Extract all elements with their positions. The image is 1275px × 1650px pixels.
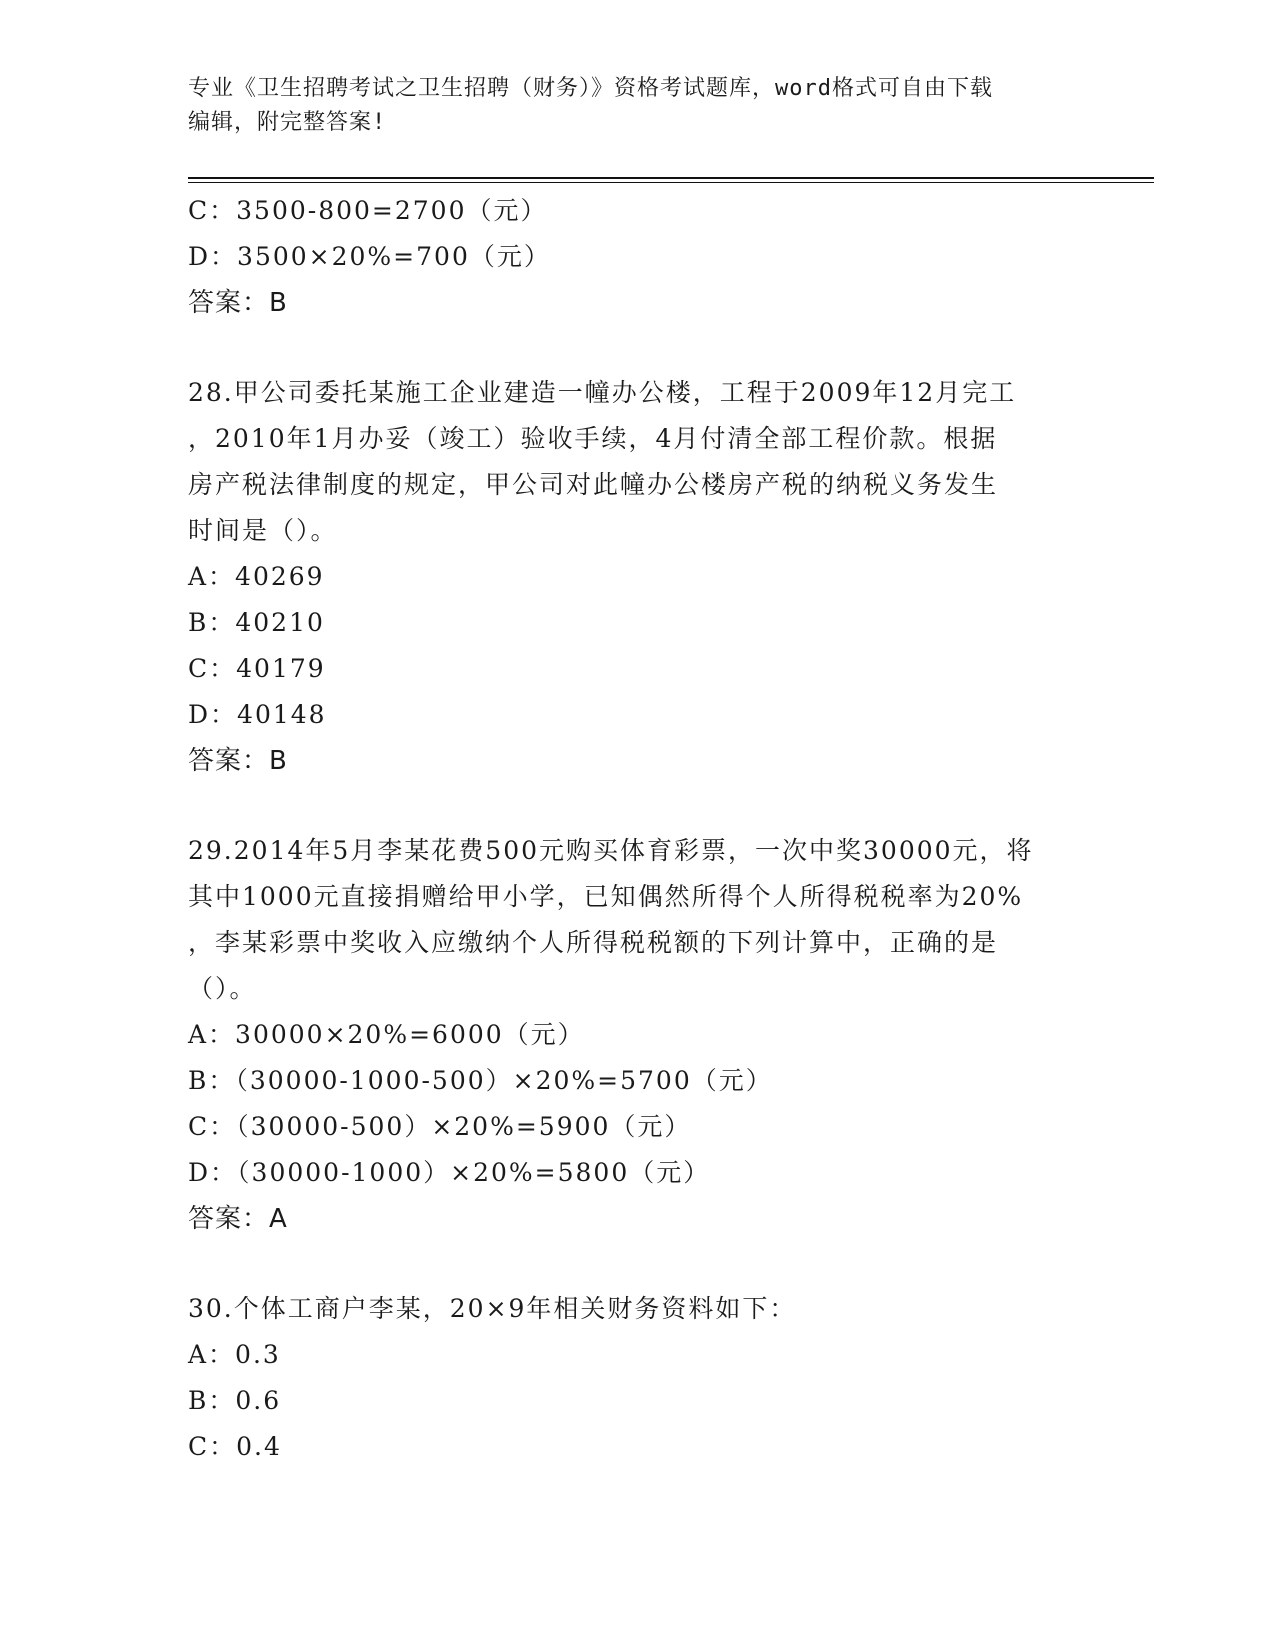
answer: 答案：B: [188, 746, 288, 776]
option-b: B：40210: [188, 608, 325, 637]
option-d: D：3500×20%=700（元）: [188, 242, 551, 271]
option-d: D：40148: [188, 700, 327, 729]
question-stem: ，2010年1月办妥（竣工）验收手续，4月付清全部工程价款。根据: [188, 424, 998, 453]
option-a: A：40269: [188, 562, 325, 591]
document-body: [188, 188, 1088, 1470]
question-28: [188, 370, 1088, 784]
option-b: B：（30000-1000-500）×20%=5700（元）: [188, 1066, 773, 1095]
spacer: [188, 326, 1088, 370]
spacer: [188, 1242, 1088, 1286]
header-divider-thin: [188, 182, 1154, 183]
answer: 答案：A: [188, 1204, 288, 1234]
question-stem: 其中1000元直接捐赠给甲小学，已知偶然所得个人所得税税率为20%: [188, 882, 1024, 911]
option-d: D：（30000-1000）×20%=5800（元）: [188, 1158, 711, 1187]
question-stem: 房产税法律制度的规定，甲公司对此幢办公楼房产税的纳税义务发生: [188, 470, 999, 499]
page-header: [188, 72, 1088, 140]
option-c: C：40179: [188, 654, 326, 683]
question-30: [188, 1286, 1088, 1470]
option-c: C：3500-800=2700（元）: [188, 196, 548, 225]
header-line-1: 专业《卫生招聘考试之卫生招聘（财务）》资格考试题库，word格式可自由下载: [188, 76, 993, 101]
question-stem: 30.个体工商户李某，20×9年相关财务资料如下：: [188, 1294, 797, 1323]
question-stem: ，李某彩票中奖收入应缴纳个人所得税税额的下列计算中，正确的是: [188, 928, 999, 957]
answer: 答案：B: [188, 288, 288, 318]
question-stem: （）。: [188, 974, 257, 1003]
question-27: [188, 188, 1088, 326]
spacer: [188, 784, 1088, 828]
question-stem: 29.2014年5月李某花费500元购买体育彩票，一次中奖30000元，将: [188, 836, 1034, 865]
header-divider-thick: [188, 177, 1154, 179]
question-stem: 28.甲公司委托某施工企业建造一幢办公楼，工程于2009年12月完工: [188, 378, 1017, 407]
question-stem: 时间是（）。: [188, 516, 338, 545]
option-c: C：（30000-500）×20%=5900（元）: [188, 1112, 692, 1141]
option-c: C：0.4: [188, 1432, 282, 1461]
option-a: A：0.3: [188, 1340, 281, 1369]
option-a: A：30000×20%=6000（元）: [188, 1020, 585, 1049]
question-29: [188, 828, 1088, 1242]
header-line-2: 编辑，附完整答案!: [188, 110, 387, 135]
option-b: B：0.6: [188, 1386, 282, 1415]
